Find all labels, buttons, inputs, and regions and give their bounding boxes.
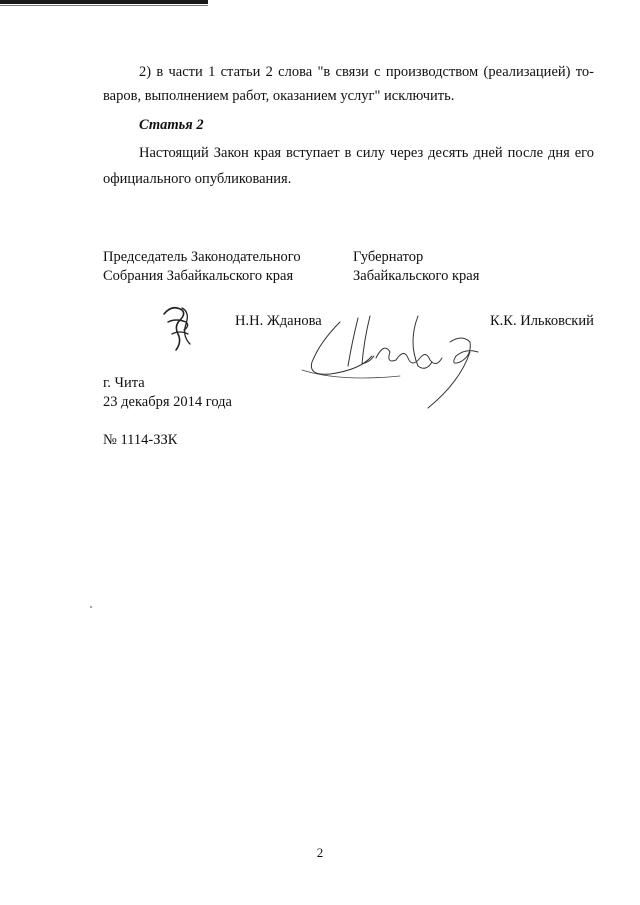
article-2-heading: Статья 2	[139, 117, 204, 133]
article-2-text-line1: Настоящий Закон края вступает в силу через десять дней после дня его	[139, 145, 594, 161]
chairman-title	[103, 248, 301, 286]
governor-signature	[300, 312, 500, 412]
chairman-name: Н.Н. Жданова	[235, 313, 322, 329]
governor-title	[353, 248, 479, 286]
header-rule	[0, 0, 208, 4]
signing-date: 23 декабря 2014 года	[103, 394, 232, 410]
amendment-item2-line1: 2) в части 1 статьи 2 слова "в связи с производством (реализацией) то-	[139, 64, 594, 80]
chairman-title-line2: Собрания Забайкальского края	[103, 268, 294, 284]
scan-speck	[90, 606, 92, 608]
governor-name: К.К. Ильковский	[490, 313, 594, 329]
header-rule-thin	[0, 5, 208, 6]
article-2-text-line2: официального опубликования.	[103, 171, 292, 187]
law-number: № 1114-ЗЗК	[103, 432, 178, 448]
page-number: 2	[316, 845, 324, 860]
chairman-signature	[160, 300, 200, 356]
amendment-item2-line2: варов, выполнением работ, оказанием услуг" исключить.	[103, 88, 455, 104]
place-and-date	[103, 374, 232, 412]
governor-title-line1: Губернатор	[353, 249, 424, 265]
city: г. Чита	[103, 375, 145, 391]
chairman-title-line1: Председатель Законодательного	[103, 249, 301, 265]
governor-title-line2: Забайкальского края	[353, 268, 480, 284]
